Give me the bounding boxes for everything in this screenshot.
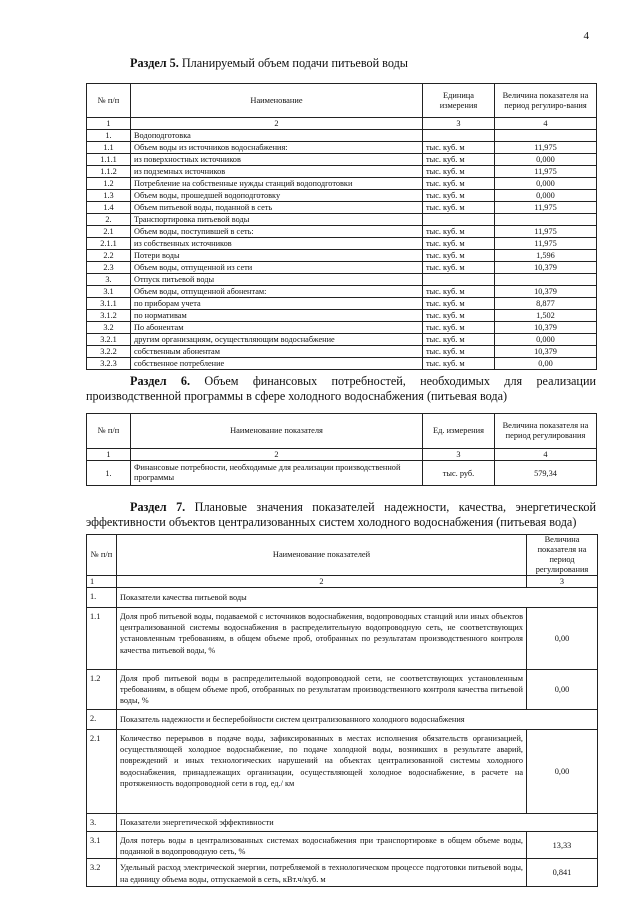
row-value: 0,841 bbox=[527, 859, 598, 886]
row-value: 13,33 bbox=[527, 832, 598, 859]
row-unit: тыс. куб. м bbox=[423, 238, 495, 250]
row-num: 3.1.1 bbox=[87, 298, 131, 310]
row-unit bbox=[423, 274, 495, 286]
header-name: Наименование показателя bbox=[131, 414, 423, 449]
section5-title-bold: Раздел 5. bbox=[130, 56, 179, 70]
table-row bbox=[87, 730, 598, 814]
row-name: Объем воды, отпущенной абонентам: bbox=[131, 286, 423, 298]
row-value: 0,00 bbox=[527, 670, 598, 710]
row-unit: тыс. куб. м bbox=[423, 322, 495, 334]
row-name: Показатели энергетической эффективности bbox=[117, 814, 598, 832]
section7-title: Плановые значения показателей надежности, качества, энергетической эффективности объектов централизованных систем холодного водоснабжения (питьевая вода) bbox=[86, 500, 597, 529]
row-name: Потери воды bbox=[131, 250, 423, 262]
row-name: из подземных источников bbox=[131, 166, 423, 178]
section5-colnum-row bbox=[87, 118, 597, 130]
table-row bbox=[87, 286, 597, 298]
row-num: 3.1.2 bbox=[87, 310, 131, 322]
row-value bbox=[495, 274, 597, 286]
row-num: 1. bbox=[87, 461, 131, 486]
colnum: 3 bbox=[423, 118, 495, 130]
header-value: Величина показателя на период регулирования bbox=[527, 535, 598, 576]
header-value: Величина показателя на период регулирования bbox=[495, 414, 597, 449]
row-value: 0,00 bbox=[527, 608, 598, 670]
row-name: Водоподготовка bbox=[131, 130, 423, 142]
table-row bbox=[87, 178, 597, 190]
table-row bbox=[87, 250, 597, 262]
row-value: 11,975 bbox=[495, 142, 597, 154]
row-unit: тыс. куб. м bbox=[423, 166, 495, 178]
row-num: 3. bbox=[87, 814, 117, 832]
row-value: 579,34 bbox=[495, 461, 597, 486]
row-name: Объем воды, прошедшей водоподготовку bbox=[131, 190, 423, 202]
row-num: 1.4 bbox=[87, 202, 131, 214]
colnum: 2 bbox=[131, 449, 423, 461]
page-number: 4 bbox=[583, 30, 589, 42]
row-unit: тыс. куб. м bbox=[423, 226, 495, 238]
row-value bbox=[495, 214, 597, 226]
section5-header-row bbox=[87, 84, 597, 118]
section6-colnum-row bbox=[87, 449, 597, 461]
table-row bbox=[87, 298, 597, 310]
row-value: 0,000 bbox=[495, 190, 597, 202]
row-value: 10,379 bbox=[495, 286, 597, 298]
row-value: 0,00 bbox=[527, 730, 598, 814]
row-value: 1,502 bbox=[495, 310, 597, 322]
row-num: 1. bbox=[87, 588, 117, 608]
row-name: из поверхностных источников bbox=[131, 154, 423, 166]
row-num: 3.2.1 bbox=[87, 334, 131, 346]
row-name: По абонентам bbox=[131, 322, 423, 334]
row-unit: тыс. куб. м bbox=[423, 334, 495, 346]
row-value: 10,379 bbox=[495, 322, 597, 334]
row-num: 1.2 bbox=[87, 178, 131, 190]
row-num: 2.2 bbox=[87, 250, 131, 262]
row-num: 2.1 bbox=[87, 730, 117, 814]
row-num: 2.3 bbox=[87, 262, 131, 274]
section7-colnum-row bbox=[87, 576, 598, 588]
table-row bbox=[87, 461, 597, 486]
row-name: собственным абонентам bbox=[131, 346, 423, 358]
row-name: Доля проб питьевой воды, подаваемой с источников водоснабжения, водопроводных станций или иных объектов централизованной системы водоснабжения в распределительную водопроводную сеть, не соответствующих установленным требованиям, в общем объеме проб, отобранных по результатам производственного контроля качества питьевой воды, % bbox=[117, 608, 527, 670]
section7-table bbox=[86, 534, 598, 887]
row-num: 3.2 bbox=[87, 859, 117, 886]
section7-header-row bbox=[87, 535, 598, 576]
colnum: 3 bbox=[527, 576, 598, 588]
header-unit: Единица измерения bbox=[423, 84, 495, 118]
row-num: 3.2 bbox=[87, 322, 131, 334]
table-row bbox=[87, 322, 597, 334]
row-value: 10,379 bbox=[495, 262, 597, 274]
row-num: 1.3 bbox=[87, 190, 131, 202]
row-num: 2.1.1 bbox=[87, 238, 131, 250]
row-name: по нормативам bbox=[131, 310, 423, 322]
row-unit: тыс. куб. м bbox=[423, 178, 495, 190]
table-row bbox=[87, 608, 598, 670]
header-num: № п/п bbox=[87, 84, 131, 118]
colnum: 4 bbox=[495, 118, 597, 130]
section6-table bbox=[86, 413, 597, 486]
table-row bbox=[87, 832, 598, 859]
table-row bbox=[87, 334, 597, 346]
row-num: 1. bbox=[87, 130, 131, 142]
row-name: Отпуск питьевой воды bbox=[131, 274, 423, 286]
section6-title-bold: Раздел 6. bbox=[130, 374, 191, 388]
colnum: 2 bbox=[131, 118, 423, 130]
colnum: 1 bbox=[87, 576, 117, 588]
section5-heading bbox=[130, 56, 639, 71]
table-row bbox=[87, 670, 598, 710]
row-value: 0,00 bbox=[495, 358, 597, 370]
row-name: другим организациям, осуществляющим водоснабжение bbox=[131, 334, 423, 346]
table-row bbox=[87, 154, 597, 166]
table-row bbox=[87, 214, 597, 226]
row-unit: тыс. куб. м bbox=[423, 310, 495, 322]
table-row bbox=[87, 238, 597, 250]
header-value: Величина показателя на период регулиро-вания bbox=[495, 84, 597, 118]
table-row bbox=[87, 202, 597, 214]
row-num: 3.1 bbox=[87, 832, 117, 859]
row-num: 3.2.3 bbox=[87, 358, 131, 370]
row-num: 1.1.1 bbox=[87, 154, 131, 166]
section7-title-bold: Раздел 7. bbox=[130, 500, 186, 514]
row-name: Количество перерывов в подаче воды, зафиксированных в местах исполнения обязательств организацией, осуществляющей холодное водоснабжение, по подаче холодной воды, возникших в результате аварий, повреждений и иных технологических нарушений на объектах централизованной системы холодного водоснабжения, принадлежащих организации, осуществляющей холодное водоснабжение, в расчете на протяженность водопроводной сети в год, ед./ км bbox=[117, 730, 527, 814]
row-name: Удельный расход электрической энергии, потребляемой в технологическом процессе подготовки питьевой воды, на единицу объема воды, отпускаемой в сеть, кВт.ч/куб. м bbox=[117, 859, 527, 886]
row-num: 1.1 bbox=[87, 142, 131, 154]
table-row bbox=[87, 142, 597, 154]
header-unit: Ед. измерения bbox=[423, 414, 495, 449]
row-name: Показатель надежности и бесперебойности систем централизованного холодного водоснабжения bbox=[117, 710, 598, 730]
row-num: 3.2.2 bbox=[87, 346, 131, 358]
colnum: 4 bbox=[495, 449, 597, 461]
row-unit: тыс. куб. м bbox=[423, 154, 495, 166]
colnum: 2 bbox=[117, 576, 527, 588]
colnum: 3 bbox=[423, 449, 495, 461]
row-num: 3.1 bbox=[87, 286, 131, 298]
row-unit: тыс. куб. м bbox=[423, 346, 495, 358]
row-value: 10,379 bbox=[495, 346, 597, 358]
row-unit: тыс. куб. м bbox=[423, 286, 495, 298]
row-num: 3. bbox=[87, 274, 131, 286]
row-name: Объем воды, поступившей в сеть: bbox=[131, 226, 423, 238]
section7-heading bbox=[86, 500, 596, 530]
section5-table bbox=[86, 83, 597, 370]
row-name: собственное потребление bbox=[131, 358, 423, 370]
row-name: Доля проб питьевой воды в распределительной водопроводной сети, не соответствующих установленным требованиям, в общем объеме проб, отобранных по результатам производственного контроля качества питьевой воды, % bbox=[117, 670, 527, 710]
row-name: Объем питьевой воды, поданной в сеть bbox=[131, 202, 423, 214]
row-unit: тыс. куб. м bbox=[423, 358, 495, 370]
row-unit: тыс. куб. м bbox=[423, 190, 495, 202]
group-row bbox=[87, 588, 598, 608]
row-name: Потребление на собственные нужды станций водоподготовки bbox=[131, 178, 423, 190]
row-value: 11,975 bbox=[495, 202, 597, 214]
row-value: 0,000 bbox=[495, 154, 597, 166]
row-value: 8,877 bbox=[495, 298, 597, 310]
header-name: Наименование bbox=[131, 84, 423, 118]
row-name: из собственных источников bbox=[131, 238, 423, 250]
row-name: Показатели качества питьевой воды bbox=[117, 588, 598, 608]
row-unit: тыс. куб. м bbox=[423, 202, 495, 214]
row-num: 2.1 bbox=[87, 226, 131, 238]
row-name: Финансовые потребности, необходимые для реализации производственной программы bbox=[131, 461, 423, 486]
row-num: 2. bbox=[87, 214, 131, 226]
row-value: 11,975 bbox=[495, 226, 597, 238]
table-row bbox=[87, 358, 597, 370]
row-num: 1.1 bbox=[87, 608, 117, 670]
row-unit: тыс. куб. м bbox=[423, 250, 495, 262]
row-value: 1,596 bbox=[495, 250, 597, 262]
row-unit bbox=[423, 130, 495, 142]
row-name: по приборам учета bbox=[131, 298, 423, 310]
header-num: № п/п bbox=[87, 414, 131, 449]
row-name: Объем воды из источников водоснабжения: bbox=[131, 142, 423, 154]
group-row bbox=[87, 814, 598, 832]
table-row bbox=[87, 274, 597, 286]
table-row bbox=[87, 262, 597, 274]
row-value bbox=[495, 130, 597, 142]
row-unit bbox=[423, 214, 495, 226]
row-name: Объем воды, отпущенной из сети bbox=[131, 262, 423, 274]
row-num: 1.1.2 bbox=[87, 166, 131, 178]
row-name: Транспортировка питьевой воды bbox=[131, 214, 423, 226]
table-row bbox=[87, 166, 597, 178]
section6-header-row bbox=[87, 414, 597, 449]
table-row bbox=[87, 859, 598, 886]
section6-heading bbox=[86, 374, 596, 404]
table-row bbox=[87, 226, 597, 238]
row-value: 0,000 bbox=[495, 334, 597, 346]
row-unit: тыс. куб. м bbox=[423, 298, 495, 310]
row-name: Доля потерь воды в централизованных системах водоснабжения при транспортировке в общем объеме воды, поданной в водопроводную сеть, % bbox=[117, 832, 527, 859]
table-row bbox=[87, 190, 597, 202]
row-num: 1.2 bbox=[87, 670, 117, 710]
section6-title: Объем финансовых потребностей, необходимых для реализации производственной программы в сфере холодного водоснабжения (питьевая вода) bbox=[86, 374, 597, 403]
table-row bbox=[87, 346, 597, 358]
row-num: 2. bbox=[87, 710, 117, 730]
row-value: 0,000 bbox=[495, 178, 597, 190]
row-unit: тыс. куб. м bbox=[423, 262, 495, 274]
row-value: 11,975 bbox=[495, 238, 597, 250]
section5-title: Планируемый объем подачи питьевой воды bbox=[181, 56, 408, 70]
table-row bbox=[87, 130, 597, 142]
colnum: 1 bbox=[87, 118, 131, 130]
row-unit: тыс. руб. bbox=[423, 461, 495, 486]
group-row bbox=[87, 710, 598, 730]
header-num: № п/п bbox=[87, 535, 117, 576]
colnum: 1 bbox=[87, 449, 131, 461]
row-value: 11,975 bbox=[495, 166, 597, 178]
table-row bbox=[87, 310, 597, 322]
header-name: Наименование показателей bbox=[117, 535, 527, 576]
row-unit: тыс. куб. м bbox=[423, 142, 495, 154]
